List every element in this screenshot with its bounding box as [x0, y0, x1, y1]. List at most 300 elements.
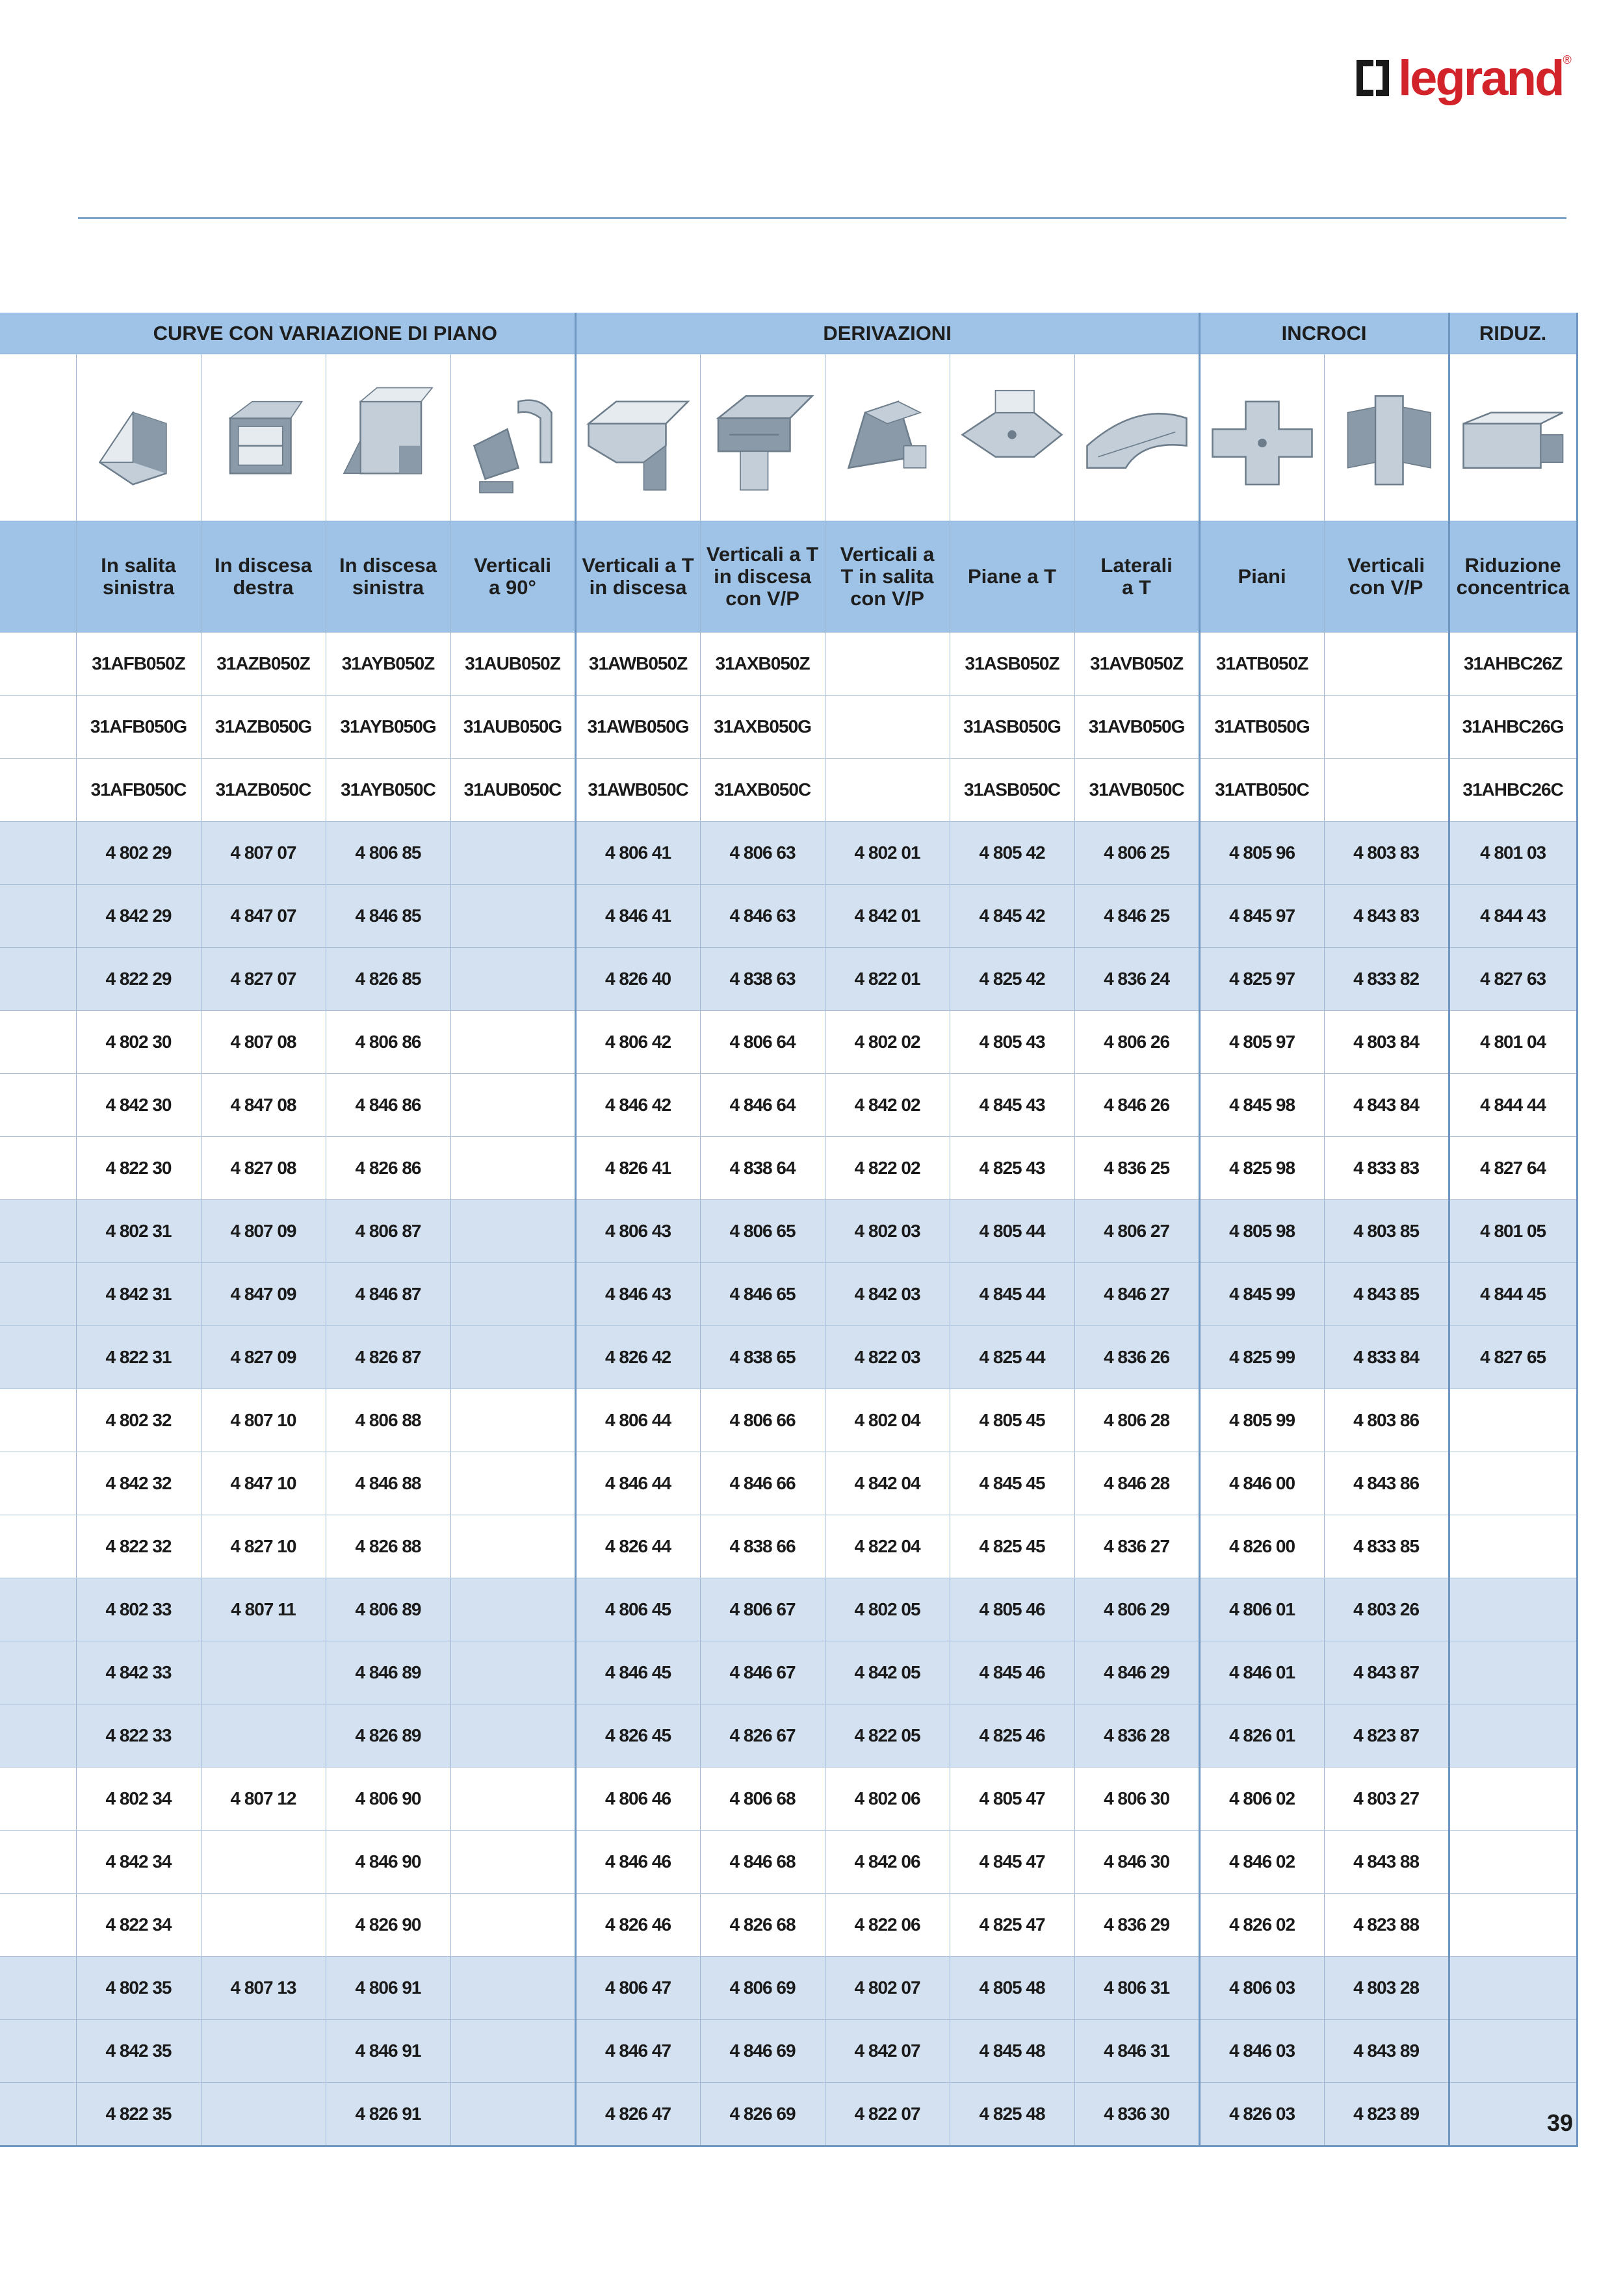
- product-image-row: [0, 354, 1577, 521]
- table-cell: 4 822 29: [76, 948, 201, 1011]
- table-cell: 4 807 09: [201, 1200, 326, 1263]
- table-cell: 4 806 89: [326, 1578, 450, 1641]
- table-cell: 4 822 30: [76, 1137, 201, 1200]
- table-cell: 31AXB050Z: [700, 633, 825, 696]
- row-spacer: [0, 1894, 76, 1957]
- table-cell: 4 802 07: [825, 1957, 950, 2020]
- table-cell: 4 826 40: [575, 948, 700, 1011]
- table-cell: [1449, 1452, 1577, 1515]
- table-cell: [1449, 1641, 1577, 1704]
- row-spacer: [0, 1011, 76, 1074]
- table-row: [0, 1011, 1577, 1074]
- table-cell: 4 806 66: [700, 1389, 825, 1452]
- table-cell: 4 847 07: [201, 885, 326, 948]
- table-cell: 4 843 85: [1324, 1263, 1449, 1326]
- table-row: [0, 1704, 1577, 1768]
- table-cell: 4 807 08: [201, 1011, 326, 1074]
- table-cell: 4 806 44: [575, 1389, 700, 1452]
- table-cell: 4 802 34: [76, 1768, 201, 1831]
- table-cell: 4 842 07: [825, 2020, 950, 2083]
- table-cell: 4 846 28: [1074, 1452, 1199, 1515]
- table-cell: [450, 1326, 575, 1389]
- table-cell: 4 846 86: [326, 1074, 450, 1137]
- table-cell: 4 806 45: [575, 1578, 700, 1641]
- table-cell: 4 838 65: [700, 1326, 825, 1389]
- row-spacer: [0, 759, 76, 822]
- table-cell: 4 846 85: [326, 885, 450, 948]
- table-cell: 4 802 29: [76, 822, 201, 885]
- table-cell: 4 846 31: [1074, 2020, 1199, 2083]
- vertical-tee-down-vp-icon: [700, 354, 825, 521]
- table-cell: 4 846 64: [700, 1074, 825, 1137]
- table-cell: 4 838 66: [700, 1515, 825, 1578]
- table-cell: [450, 1641, 575, 1704]
- table-cell: 4 806 67: [700, 1578, 825, 1641]
- table-cell: 4 833 85: [1324, 1515, 1449, 1578]
- table-row: [0, 822, 1577, 885]
- table-row: [0, 1263, 1577, 1326]
- table-cell: [1449, 1578, 1577, 1641]
- table-cell: 4 826 67: [700, 1704, 825, 1768]
- row-spacer: [0, 1578, 76, 1641]
- column-name: Verticali a T in discesa con V/P: [700, 521, 825, 633]
- table-cell: 4 805 96: [1199, 822, 1324, 885]
- table-cell: 4 846 65: [700, 1263, 825, 1326]
- table-cell: 31AZB050Z: [201, 633, 326, 696]
- table-cell: 4 801 03: [1449, 822, 1577, 885]
- table-cell: 4 806 03: [1199, 1957, 1324, 2020]
- table-cell: 4 806 02: [1199, 1768, 1324, 1831]
- table-cell: 4 805 42: [950, 822, 1074, 885]
- table-cell: [1324, 633, 1449, 696]
- table-cell: 4 822 06: [825, 1894, 950, 1957]
- table-cell: 4 836 24: [1074, 948, 1199, 1011]
- row-spacer: [0, 885, 76, 948]
- table-cell: 4 847 10: [201, 1452, 326, 1515]
- row-spacer: [0, 2020, 76, 2083]
- table-cell: [450, 1578, 575, 1641]
- page-number: 39: [1546, 2109, 1573, 2136]
- table-cell: 4 846 90: [326, 1831, 450, 1894]
- table-cell: 4 807 11: [201, 1578, 326, 1641]
- table-cell: 4 802 06: [825, 1768, 950, 1831]
- table-cell: 4 838 63: [700, 948, 825, 1011]
- table-cell: 4 802 33: [76, 1578, 201, 1641]
- table-cell: 4 846 45: [575, 1641, 700, 1704]
- table-cell: 4 825 45: [950, 1515, 1074, 1578]
- table-cell: 31AFB050C: [76, 759, 201, 822]
- table-cell: 4 842 35: [76, 2020, 201, 2083]
- table-row: [0, 1452, 1577, 1515]
- row-spacer: [0, 696, 76, 759]
- table-cell: 4 827 63: [1449, 948, 1577, 1011]
- table-cell: 31AVB050Z: [1074, 633, 1199, 696]
- row-spacer: [0, 1768, 76, 1831]
- table-cell: 4 842 06: [825, 1831, 950, 1894]
- table-cell: [450, 1768, 575, 1831]
- table-cell: [201, 1831, 326, 1894]
- table-cell: 4 826 87: [326, 1326, 450, 1389]
- table-cell: 4 844 43: [1449, 885, 1577, 948]
- table-cell: 31AWB050C: [575, 759, 700, 822]
- table-cell: 4 805 43: [950, 1011, 1074, 1074]
- column-name-row: [0, 521, 1577, 633]
- table-cell: 4 845 97: [1199, 885, 1324, 948]
- table-cell: 4 836 26: [1074, 1326, 1199, 1389]
- table-cell: 31AUB050G: [450, 696, 575, 759]
- table-cell: 4 846 44: [575, 1452, 700, 1515]
- table-cell: 4 826 03: [1199, 2083, 1324, 2146]
- table-cell: 4 846 69: [700, 2020, 825, 2083]
- row-spacer: [0, 1704, 76, 1768]
- table-cell: 4 836 25: [1074, 1137, 1199, 1200]
- group-curve: CURVE CON VARIAZIONE DI PIANO: [76, 313, 575, 354]
- table-cell: 4 807 10: [201, 1389, 326, 1452]
- table-cell: 4 802 32: [76, 1389, 201, 1452]
- table-cell: [1449, 1515, 1577, 1578]
- table-cell: [1324, 759, 1449, 822]
- table-cell: 31AFB050G: [76, 696, 201, 759]
- table-cell: [450, 1074, 575, 1137]
- table-row: [0, 696, 1577, 759]
- table-cell: 4 825 46: [950, 1704, 1074, 1768]
- table-cell: 4 838 64: [700, 1137, 825, 1200]
- flat-tee-icon: [950, 354, 1074, 521]
- table-cell: 31ATB050C: [1199, 759, 1324, 822]
- table-row: [0, 948, 1577, 1011]
- table-row: [0, 1831, 1577, 1894]
- table-cell: 4 825 42: [950, 948, 1074, 1011]
- bend-up-left-icon: [76, 354, 201, 521]
- row-spacer: [0, 1831, 76, 1894]
- table-cell: [450, 1831, 575, 1894]
- table-cell: 4 806 46: [575, 1768, 700, 1831]
- table-cell: [450, 1704, 575, 1768]
- table-cell: [450, 1263, 575, 1326]
- table-cell: 4 846 91: [326, 2020, 450, 2083]
- table-cell: [1449, 1704, 1577, 1768]
- concentric-reducer-icon: [1449, 354, 1577, 521]
- table-cell: 4 846 42: [575, 1074, 700, 1137]
- table-row: [0, 1894, 1577, 1957]
- table-cell: 31AVB050C: [1074, 759, 1199, 822]
- table-cell: 4 842 03: [825, 1263, 950, 1326]
- table-cell: 4 822 35: [76, 2083, 201, 2146]
- table-cell: 4 805 48: [950, 1957, 1074, 2020]
- table-cell: 4 827 64: [1449, 1137, 1577, 1200]
- table-cell: 4 806 25: [1074, 822, 1199, 885]
- table-cell: 4 826 68: [700, 1894, 825, 1957]
- table-cell: [450, 1515, 575, 1578]
- table-cell: 4 803 27: [1324, 1768, 1449, 1831]
- table-cell: 4 806 43: [575, 1200, 700, 1263]
- table-cell: 4 846 43: [575, 1263, 700, 1326]
- table-cell: 4 842 04: [825, 1452, 950, 1515]
- table-cell: [201, 1894, 326, 1957]
- table-cell: [450, 822, 575, 885]
- table-cell: 4 805 98: [1199, 1200, 1324, 1263]
- table-cell: 4 843 83: [1324, 885, 1449, 948]
- table-cell: [450, 2020, 575, 2083]
- row-spacer: [0, 633, 76, 696]
- table-row: [0, 1578, 1577, 1641]
- table-row: [0, 759, 1577, 822]
- table-cell: 4 842 02: [825, 1074, 950, 1137]
- table-row: [0, 1326, 1577, 1389]
- table-cell: 4 822 31: [76, 1326, 201, 1389]
- table-cell: 4 845 43: [950, 1074, 1074, 1137]
- table-cell: [450, 948, 575, 1011]
- table-cell: [201, 1704, 326, 1768]
- table-cell: 4 825 44: [950, 1326, 1074, 1389]
- image-spacer: [0, 354, 76, 521]
- table-cell: 4 845 99: [1199, 1263, 1324, 1326]
- table-cell: 4 822 34: [76, 1894, 201, 1957]
- table-cell: 4 842 34: [76, 1831, 201, 1894]
- table-cell: [450, 1452, 575, 1515]
- table-row: [0, 2083, 1577, 2146]
- table-cell: 4 846 87: [326, 1263, 450, 1326]
- table-cell: 4 833 83: [1324, 1137, 1449, 1200]
- table-cell: 4 836 29: [1074, 1894, 1199, 1957]
- product-code-table: [0, 313, 1578, 2147]
- table-cell: 4 846 63: [700, 885, 825, 948]
- table-cell: 4 803 84: [1324, 1011, 1449, 1074]
- table-cell: [450, 1389, 575, 1452]
- table-cell: 4 845 48: [950, 2020, 1074, 2083]
- table-cell: 4 802 01: [825, 822, 950, 885]
- table-cell: 31AVB050G: [1074, 696, 1199, 759]
- column-name: Laterali a T: [1074, 521, 1199, 633]
- table-cell: 4 842 33: [76, 1641, 201, 1704]
- table-cell: 4 843 87: [1324, 1641, 1449, 1704]
- vertical-cross-vp-icon: [1324, 354, 1449, 521]
- table-cell: 4 847 08: [201, 1074, 326, 1137]
- table-cell: [201, 1641, 326, 1704]
- table-cell: 4 846 46: [575, 1831, 700, 1894]
- table-cell: 4 805 99: [1199, 1389, 1324, 1452]
- table-cell: 4 846 25: [1074, 885, 1199, 948]
- table-cell: 4 843 88: [1324, 1831, 1449, 1894]
- table-cell: 4 845 42: [950, 885, 1074, 948]
- table-cell: 4 846 29: [1074, 1641, 1199, 1704]
- row-spacer: [0, 1200, 76, 1263]
- table-cell: 4 806 31: [1074, 1957, 1199, 2020]
- table-cell: 4 846 27: [1074, 1263, 1199, 1326]
- table-cell: 4 822 03: [825, 1326, 950, 1389]
- table-cell: 4 846 26: [1074, 1074, 1199, 1137]
- table-cell: 4 806 85: [326, 822, 450, 885]
- table-cell: 4 846 47: [575, 2020, 700, 2083]
- group-incroci: INCROCI: [1199, 313, 1449, 354]
- table-cell: 31ATB050Z: [1199, 633, 1324, 696]
- row-spacer: [0, 1641, 76, 1704]
- table-cell: 4 806 26: [1074, 1011, 1199, 1074]
- table-cell: 4 846 01: [1199, 1641, 1324, 1704]
- table-cell: 4 806 88: [326, 1389, 450, 1452]
- table-cell: 4 826 88: [326, 1515, 450, 1578]
- table-cell: 4 806 29: [1074, 1578, 1199, 1641]
- table-cell: 4 836 30: [1074, 2083, 1199, 2146]
- table-cell: 4 842 31: [76, 1263, 201, 1326]
- row-spacer: [0, 948, 76, 1011]
- table-cell: 4 846 68: [700, 1831, 825, 1894]
- row-spacer: [0, 1074, 76, 1137]
- table-cell: 4 803 85: [1324, 1200, 1449, 1263]
- table-cell: [450, 1894, 575, 1957]
- table-cell: 4 827 65: [1449, 1326, 1577, 1389]
- table-cell: [1449, 1957, 1577, 2020]
- lateral-tee-icon: [1074, 354, 1199, 521]
- vertical-90-icon: [450, 354, 575, 521]
- table-cell: 4 842 29: [76, 885, 201, 948]
- table-cell: 4 842 32: [76, 1452, 201, 1515]
- table-cell: 4 844 44: [1449, 1074, 1577, 1137]
- table-cell: 4 802 05: [825, 1578, 950, 1641]
- group-header-row: [0, 313, 1577, 354]
- table-cell: 4 806 65: [700, 1200, 825, 1263]
- table-row: [0, 1768, 1577, 1831]
- table-cell: 4 801 05: [1449, 1200, 1577, 1263]
- row-spacer: [0, 2083, 76, 2146]
- table-cell: 4 842 30: [76, 1074, 201, 1137]
- table-cell: [450, 1011, 575, 1074]
- table-cell: 4 843 89: [1324, 2020, 1449, 2083]
- table-cell: 4 802 02: [825, 1011, 950, 1074]
- table-cell: 4 825 99: [1199, 1326, 1324, 1389]
- table-cell: 4 826 91: [326, 2083, 450, 2146]
- table-cell: 4 846 88: [326, 1452, 450, 1515]
- table-cell: 31AHBC26G: [1449, 696, 1577, 759]
- table-cell: [825, 759, 950, 822]
- column-name: Verticali a T in discesa: [575, 521, 700, 633]
- row-spacer: [0, 1137, 76, 1200]
- table-cell: 4 823 89: [1324, 2083, 1449, 2146]
- column-name: Riduzione concentrica: [1449, 521, 1577, 633]
- table-cell: 4 825 47: [950, 1894, 1074, 1957]
- table-cell: 31ASB050Z: [950, 633, 1074, 696]
- table-cell: 4 823 87: [1324, 1704, 1449, 1768]
- table-cell: 4 822 01: [825, 948, 950, 1011]
- table-cell: [201, 2020, 326, 2083]
- column-name: Verticali con V/P: [1324, 521, 1449, 633]
- table-cell: 4 846 66: [700, 1452, 825, 1515]
- row-spacer: [0, 1263, 76, 1326]
- vertical-tee-up-vp-icon: [825, 354, 950, 521]
- column-name: In discesa destra: [201, 521, 326, 633]
- table-cell: 4 805 97: [1199, 1011, 1324, 1074]
- table-cell: 4 802 35: [76, 1957, 201, 2020]
- column-name: In salita sinistra: [76, 521, 201, 633]
- table-cell: 4 806 30: [1074, 1768, 1199, 1831]
- flat-cross-icon: [1199, 354, 1324, 521]
- table-cell: 4 807 13: [201, 1957, 326, 2020]
- table-cell: 4 827 08: [201, 1137, 326, 1200]
- vertical-tee-down-icon: [575, 354, 700, 521]
- table-cell: 4 833 82: [1324, 948, 1449, 1011]
- table-cell: 4 802 04: [825, 1389, 950, 1452]
- table-cell: 31AXB050G: [700, 696, 825, 759]
- row-spacer: [0, 1452, 76, 1515]
- table-cell: 4 826 01: [1199, 1704, 1324, 1768]
- table-cell: 4 836 28: [1074, 1704, 1199, 1768]
- name-spacer: [0, 521, 76, 633]
- table-cell: 4 822 04: [825, 1515, 950, 1578]
- table-cell: 4 823 88: [1324, 1894, 1449, 1957]
- table-cell: 4 805 45: [950, 1389, 1074, 1452]
- table-row: [0, 1389, 1577, 1452]
- table-cell: [1324, 696, 1449, 759]
- table-cell: 4 802 31: [76, 1200, 201, 1263]
- table-cell: 4 826 86: [326, 1137, 450, 1200]
- table-cell: [201, 2083, 326, 2146]
- table-cell: 4 826 42: [575, 1326, 700, 1389]
- table-cell: 31AZB050C: [201, 759, 326, 822]
- column-name: Verticali a 90°: [450, 521, 575, 633]
- table-cell: [450, 1200, 575, 1263]
- table-cell: 4 826 44: [575, 1515, 700, 1578]
- table-cell: 31AYB050C: [326, 759, 450, 822]
- table-cell: 4 806 64: [700, 1011, 825, 1074]
- table-cell: 4 802 30: [76, 1011, 201, 1074]
- table-cell: [450, 1957, 575, 2020]
- table-cell: [450, 1137, 575, 1200]
- table-cell: 4 806 63: [700, 822, 825, 885]
- table-row: [0, 2020, 1577, 2083]
- table-cell: 4 806 28: [1074, 1389, 1199, 1452]
- table-cell: [1449, 1831, 1577, 1894]
- table-cell: 4 801 04: [1449, 1011, 1577, 1074]
- table-cell: 31ATB050G: [1199, 696, 1324, 759]
- table-cell: 31AUB050Z: [450, 633, 575, 696]
- table-cell: 4 825 43: [950, 1137, 1074, 1200]
- table-cell: 4 844 45: [1449, 1263, 1577, 1326]
- table-cell: 4 806 27: [1074, 1200, 1199, 1263]
- table-row: [0, 1957, 1577, 2020]
- table-cell: 4 805 44: [950, 1200, 1074, 1263]
- table-cell: [1449, 1389, 1577, 1452]
- table-cell: [825, 696, 950, 759]
- table-cell: 31ASB050G: [950, 696, 1074, 759]
- table-cell: 4 826 45: [575, 1704, 700, 1768]
- table-cell: [1449, 1894, 1577, 1957]
- table-cell: 31AXB050C: [700, 759, 825, 822]
- table-cell: 4 822 07: [825, 2083, 950, 2146]
- table-cell: [1449, 1768, 1577, 1831]
- table-cell: 4 825 97: [1199, 948, 1324, 1011]
- table-cell: 4 806 41: [575, 822, 700, 885]
- row-spacer: [0, 1957, 76, 2020]
- header-rule: [78, 217, 1566, 219]
- table-cell: 4 806 68: [700, 1768, 825, 1831]
- table-cell: 4 803 86: [1324, 1389, 1449, 1452]
- table-row: [0, 1200, 1577, 1263]
- table-cell: 4 826 00: [1199, 1515, 1324, 1578]
- legrand-wordmark: legrand: [1398, 50, 1563, 106]
- table-cell: 31AFB050Z: [76, 633, 201, 696]
- table-cell: 4 845 44: [950, 1263, 1074, 1326]
- table-cell: 4 803 26: [1324, 1578, 1449, 1641]
- table-cell: 4 843 86: [1324, 1452, 1449, 1515]
- table-cell: 4 836 27: [1074, 1515, 1199, 1578]
- table-cell: 4 846 41: [575, 885, 700, 948]
- column-name: Piane a T: [950, 521, 1074, 633]
- table-cell: 4 802 03: [825, 1200, 950, 1263]
- legrand-logo: [1354, 47, 1575, 109]
- table-cell: 4 827 10: [201, 1515, 326, 1578]
- table-cell: 4 833 84: [1324, 1326, 1449, 1389]
- table-cell: 4 807 12: [201, 1768, 326, 1831]
